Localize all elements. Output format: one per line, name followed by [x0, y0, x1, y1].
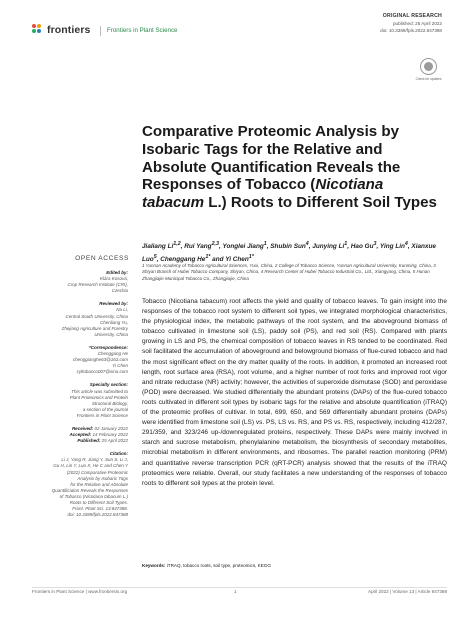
specialty-line: Structural Biology, [91, 400, 128, 406]
logo-text: frontiers [47, 24, 91, 36]
reviewer-line: University, China [94, 331, 128, 337]
specialty-line: Frontiers in Plant Science [76, 412, 128, 418]
frontiers-logo-icon [32, 24, 44, 36]
check-for-updates-icon[interactable] [420, 58, 437, 75]
edited-by-label: Edited by: [106, 270, 128, 275]
editor-line[interactable]: Klára Kosová, [99, 276, 128, 282]
published-date: published: 25 April 2022 [392, 21, 442, 26]
specialty-line: a section of the journal [82, 406, 128, 412]
published-date-sidebar: 25 April 2022 [101, 438, 128, 444]
footer-journal[interactable]: Frontiers in Plant Science | www.frontiersin.org [32, 589, 128, 594]
reviewer-line: Zhejiang Agriculture and Forestry [61, 325, 128, 331]
citation-line: Front. Plant Sci. 13:847388. [72, 506, 128, 512]
keywords [142, 563, 447, 568]
citation-line: Analysis by Isobaric Tags [77, 475, 128, 481]
keywords-label: Keywords: [142, 563, 166, 568]
author-list[interactable]: Jialiang Li$^{1,2}$, Rui Yang$^{2,3}$, Yonglei Jiang$^1$, Shubin Sun$^4$, Junying Li$^1$, Hao Gu$^3$, Ying Lin$^4$, Xianxue Luo$^5$, Chenggang $He^{1*}$ and Yi Chen$^{1*}$ [142, 241, 436, 264]
open-access-label: OPEN ACCESS [75, 255, 129, 262]
citation-line: Quantification Reveals the Responses [51, 487, 128, 493]
published-label: Published: [77, 438, 101, 444]
dates-section [24, 426, 128, 444]
specialty-section [24, 382, 128, 419]
check-for-updates-label[interactable]: Check for updates [415, 77, 442, 81]
correspondence-section [24, 345, 128, 375]
correspondence-email[interactable]: cyltobacco007@sina.com [76, 369, 128, 375]
reviewer-line[interactable]: Na Li, [116, 307, 128, 313]
editor-line: Crop Research Institute (CRI), [67, 282, 128, 288]
citation-line: of Tobacco (Nicotiana tabacum L.) [59, 493, 128, 499]
citation-line: for the Relative and Absolute [70, 481, 128, 487]
reviewer-line[interactable]: Chenliang Yu, [99, 319, 128, 325]
keywords-list: iTRAQ, tobacco roots, soil type, proteomics, KEGG [166, 563, 271, 568]
article-title: Comparative Proteomic Analysis by Isobaric Tags for the Relative and Absolute Quantification Reveals the Responses of Tobacco (Nicotiana tabacum L.) Roots to Different Soil Types [142, 123, 437, 212]
specialty-line: This article was submitted to [71, 388, 128, 394]
citation-label: Citation: [109, 451, 128, 457]
accepted-label: Accepted: [69, 432, 92, 438]
footer-page-number: 1 [234, 589, 237, 594]
article-meta [380, 13, 442, 34]
citation-line: Li J, Yang R, Jiang Y, Sun S, Li J, [61, 457, 128, 463]
article-doi[interactable]: doi: 10.3389/fpls.2022.847388 [380, 28, 442, 33]
citation-line: Roots to Different Soil Types. [69, 500, 128, 505]
page-header [0, 0, 474, 60]
editor-line: Czechia [111, 288, 128, 294]
correspondence-line: Chenggang He [97, 351, 128, 357]
correspondence-line: Yi Chen [112, 363, 128, 369]
edited-by-section [24, 270, 128, 294]
received-date: 02 January 2022 [94, 425, 128, 431]
correspondence-label: *Correspondence: [88, 344, 128, 350]
received-label: Received: [71, 425, 94, 431]
footer-issue: April 2022 | Volume 13 | Article 847388 [368, 589, 447, 594]
affiliations: 1 Yunnan Academy of Tobacco Agricultural Sciences, Yuxi, China, 2 College of Tobacco Science, Yunnan Agricultural University, Kunming, China, 3 Shiyan Branch of Hubei Tobacco Company, Shiyan, China, 4 Research Center of Hubei Tobacco Industrial Co., Ltd., Xiangyang, China, 5 Hunan Zhangjiajie Municipal Tobacco Co., Zhangjiajie, China [142, 263, 436, 281]
correspondence-email[interactable]: chenggianghe63@163.com [72, 357, 128, 363]
accepted-date: 14 February 2022 [92, 432, 128, 438]
citation-line: (2022) Comparative Proteomic [66, 469, 128, 475]
citation-line: Gu H, Lin Y, Luo X, He C and Chen Y [53, 463, 128, 469]
journal-name[interactable]: Frontiers in Plant Science [100, 26, 178, 36]
citation-doi[interactable]: doi: 10.3389/fpls.2022.847388 [67, 512, 128, 518]
article-info-sidebar [24, 270, 128, 518]
reviewed-by-section [24, 301, 128, 338]
frontiers-logo[interactable] [32, 24, 91, 36]
specialty-line: Plant Proteomics and Protein [69, 394, 128, 400]
article-type: ORIGINAL RESEARCH [382, 13, 442, 19]
reviewed-by-label: Reviewed by: [99, 301, 128, 307]
citation-section [24, 451, 128, 518]
footer-divider [32, 587, 447, 588]
abstract-text: Tobacco (Nicotiana tabacum) root affects the yield and quality of tobacco leaves. To gain insight into the responses of the tobacco root system to different soil types, we integrated morphological characteristics, the physiological index, the metabolic pathways of the root system, and the aboveground biomass of tobacco cultivated in limestone soil (LS), paddy soil (PS), and red soil (RS). Compared with plants growing in LS and PS, the chemical composition of tobacco leaves in RS tended to be coordinated. Red soil facilitated the accumulation of aboveground and belowground biomass of flue-cured tobacco and had the most significant effect on the dry matter quality of the roots. In addition, it promoted an increased root length, root surface area (RSA), root volume, and a higher number of root forks and improved root vigor and nitrate reductase (NR) activity; however, the activities of superoxide dismutase (SOD) and peroxidase (POD) were decreased. We studied differentially the abundant proteins (DAPs) of the flue-cured tobacco roots cultivated in different soil types by isobaric tags for the relative and absolute quantification (iTRAQ) of the proteomic profiles of cultivar. In total, 699, 650, and 569 differentially abundant proteins (DAPs) were identified from limestone soil (LS) vs. PS, LS vs. RS, and PS vs. RS, respectively, including 412/287, 291/359, and 323/246 up-/downregulated proteins, respectively. These DAPs were mainly involved in starch and sucrose metabolism, phenylalanine metabolism, the biosynthesis of secondary metabolites, microbial metabolism in different environments, and ribosomes. The parallel reaction monitoring (PRM) and quantitative reverse transcription PCR (qRT-PCR) analysis showed that the results of the iTRAQ proteomics were reliable. Overall, our study facilitates a new understanding of the responses of tobacco roots to different soil types at the protein level. [142, 298, 447, 487]
reviewer-line: Central South University, China [65, 313, 128, 319]
specialty-label: Specialty section: [89, 382, 128, 388]
